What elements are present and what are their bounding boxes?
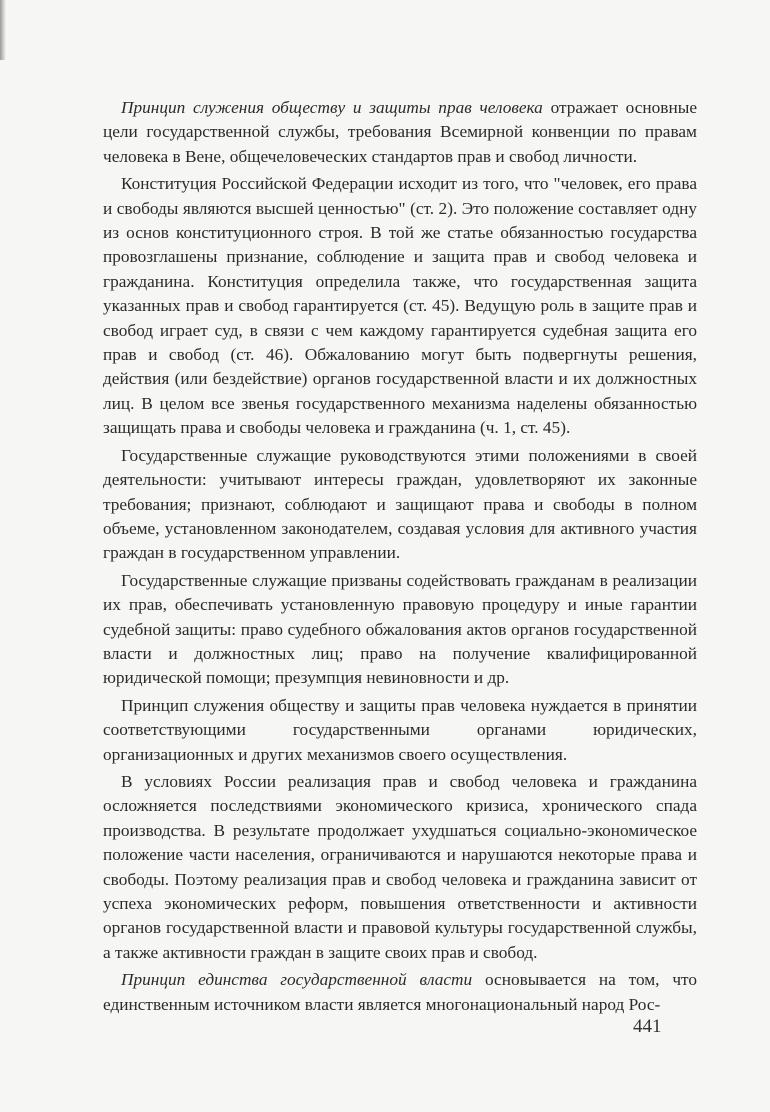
paragraph-6	[103, 770, 697, 965]
paragraph-text: основывается на том, что единственным источником власти является многонациональный народ Рос-	[103, 970, 697, 1014]
paragraph-7	[103, 968, 697, 1017]
paragraph-2	[103, 172, 697, 440]
paragraph-text: Принцип служения обществу и защиты прав человека нуждается в принятии соответствующими государственными органами юридических, организационных и других механизмов своего осуществления.	[103, 695, 697, 764]
paragraph-lead-italic: Принцип единства государственной власти	[121, 970, 473, 990]
paragraph-4	[103, 569, 697, 691]
scan-edge-shadow	[0, 0, 6, 60]
page-number: 441	[633, 1016, 662, 1037]
paragraph-text: Государственные служащие призваны содействовать гражданам в реализации их прав, обеспечивать установленную правовую процедуру и иные гарантии судебной защиты: право судебного обжалования актов органов государственной власти и должностных лиц; право на получение квалифицированной юридической помощи; презумпция невиновности и др.	[103, 570, 697, 688]
paragraph-lead-italic: Принцип служения обществу и защиты прав человека	[121, 98, 543, 117]
paragraph-text: Государственные служащие руководствуются этими положениями в своей деятельности: учитывают интересы граждан, удовлетворяют их законные требования; признают, соблюдают и защищают права и свободы в полном объеме, установленном законодателем, создавая условия для активного участия граждан в государственном управлении.	[103, 445, 697, 563]
paragraph-5	[103, 694, 697, 767]
paragraph-text: отражает основные цели государственной службы, требования Всемирной конвенции по правам человека в Вене, общечеловеческих стандартов прав и свобод личности.	[103, 98, 697, 166]
paragraph-text: В условиях России реализация прав и свобод человека и гражданина осложняется последствиями экономического кризиса, хронического спада производства. В результате продолжает ухудшаться социально-экономическое положение части населения, ограничиваются и нарушаются некоторые права и свободы. Поэтому реализация прав и свобод человека и гражданина зависит от успеха экономических реформ, повышения ответственности и активности органов государственной власти и правовой культуры государственной службы, а также активности граждан в защите своих прав и свобод.	[103, 771, 697, 962]
page-body	[103, 96, 697, 1020]
paragraph-text: Конституция Российской Федерации исходит из того, что "человек, его права и свободы являются высшей ценностью" (ст. 2). Это положение составляет одну из основ конституционного строя. В той же статье обязанностью государства провозглашены признание, соблюдение и защита прав и свобод человека и гражданина. Конституция определила также, что государственная защита указанных прав и свобод гарантируется (ст. 45). Ведущую роль в защите прав и свобод играет суд, в связи с чем каждому гарантируется судебная защита его прав и свобод (ст. 46). Обжалованию могут быть подвергнуты решения, действия (или бездействие) органов государственной власти и их должностных лиц. В целом все звенья государственного механизма наделены обязанностью защищать права и свободы человека и гражданина (ч. 1, ст. 45).	[103, 174, 697, 438]
paragraph-1	[103, 96, 697, 169]
paragraph-3	[103, 444, 697, 566]
